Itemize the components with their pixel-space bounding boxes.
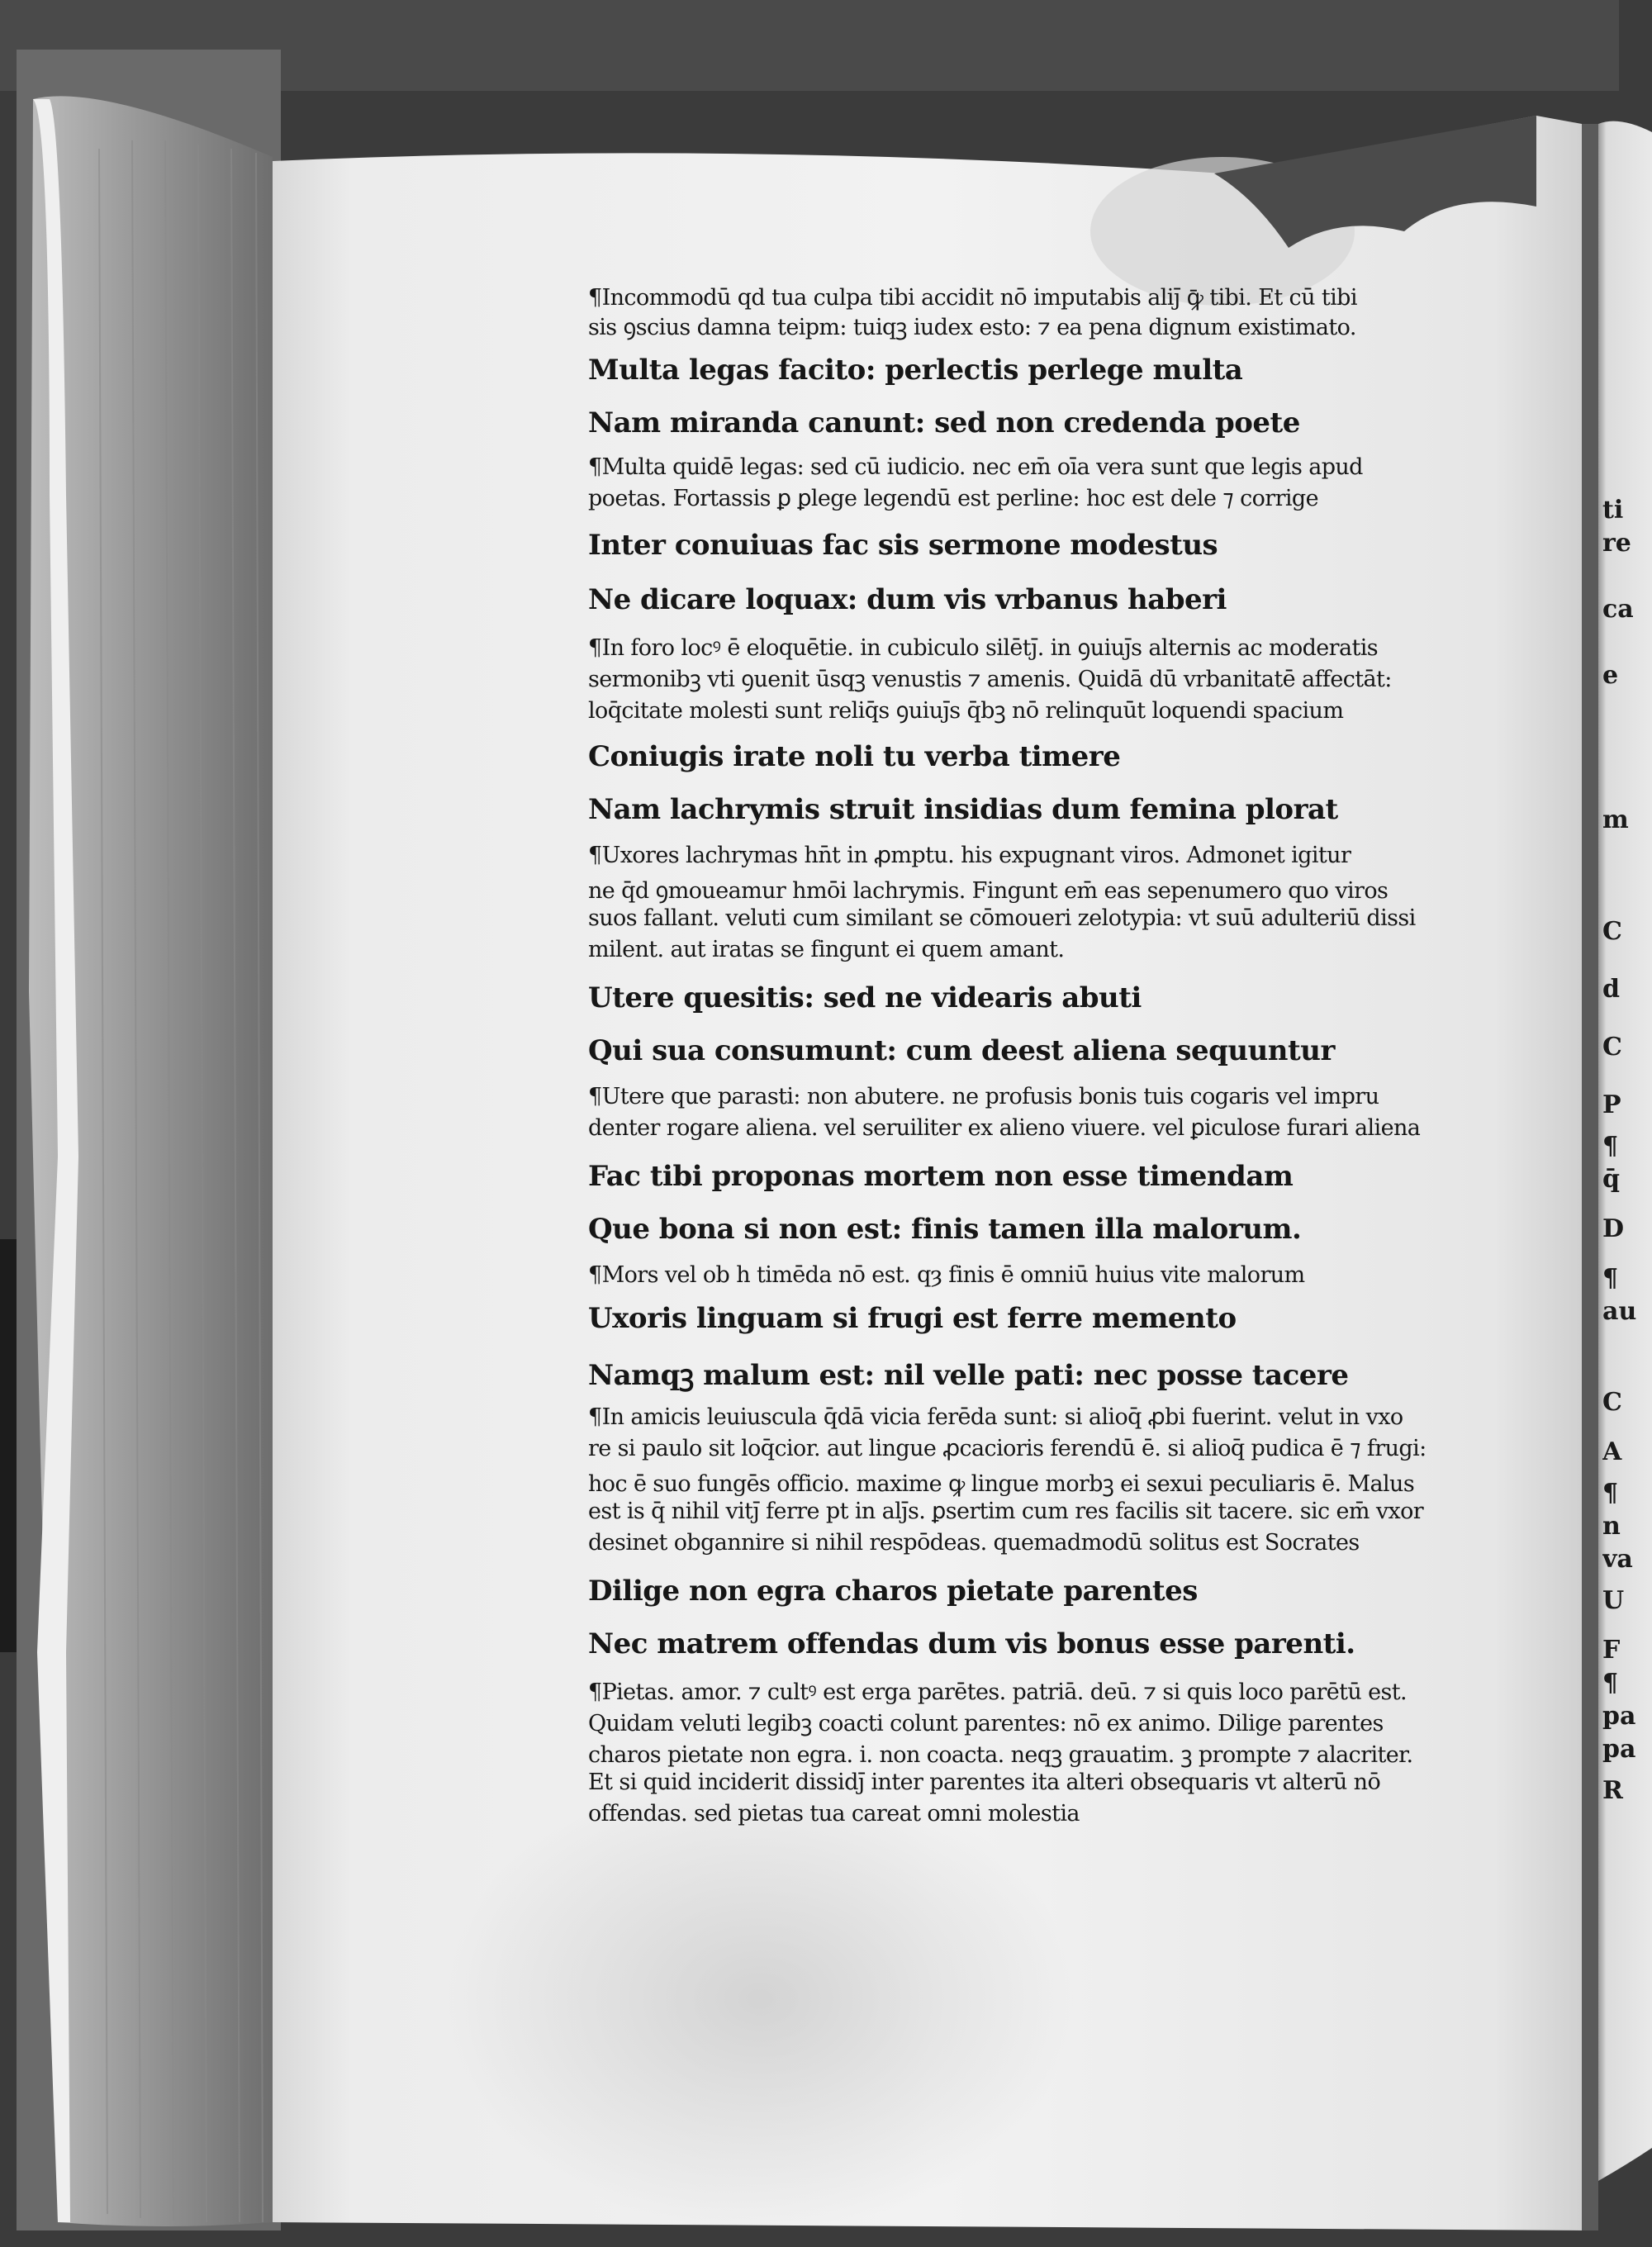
verse-line: Namqꝫ malum est: nil velle pati: nec posse tacere — [588, 1359, 1349, 1392]
facing-page-fragment: C — [1602, 1033, 1622, 1062]
facing-page-fragment: R — [1602, 1776, 1623, 1805]
gloss-line: ¶Multa quidē legas: sed cū iudicio. nec em̄ oīa vera sunt que legis apud — [588, 454, 1363, 480]
facing-page-fragment: va — [1602, 1545, 1633, 1574]
facing-page-fragment: ca — [1602, 595, 1634, 624]
verse-line: Qui sua consumunt: cum deest aliena sequuntur — [588, 1034, 1335, 1067]
facing-page-fragments — [1602, 0, 1652, 2247]
verse-line: Multa legas facito: perlectis perlege multa — [588, 354, 1243, 387]
verse-line: Nec matrem offendas dum vis bonus esse parenti. — [588, 1627, 1355, 1660]
facing-page-fragment: m — [1602, 805, 1629, 834]
gloss-line: sermonibꝫ vti ꝯuenit ūsqꝫ venustis ⁊ amenis. Quidā dū vrbanitatē affectāt: — [588, 667, 1392, 692]
facing-page-fragment: U — [1602, 1586, 1625, 1615]
facing-page-fragment: n — [1602, 1512, 1621, 1541]
facing-page-fragment: ¶ — [1602, 1132, 1619, 1161]
gloss-line: charos pietate non egra. i. non coacta. neqꝫ grauatim. ꝫ prompte ⁊ alacriter. — [588, 1742, 1413, 1768]
verse-line: Dilige non egra charos pietate parentes — [588, 1575, 1198, 1608]
verse-line: Utere quesitis: sed ne videaris abuti — [588, 981, 1142, 1014]
gloss-line: ¶Pietas. amor. ⁊ cultꝰ est erga parētes. patriā. deū. ⁊ si quis loco parētū est. — [588, 1679, 1408, 1705]
facing-page-fragment: e — [1602, 661, 1619, 690]
verse-line: Inter conuiuas fac sis sermone modestus — [588, 529, 1218, 562]
gloss-line: ne q̄d ꝯmoueamur hmōi lachrymis. Fingunt em̄ eas sepenumero quo viros — [588, 878, 1389, 904]
facing-page-fragment: q̄ — [1602, 1165, 1620, 1194]
gloss-line: poetas. Fortassis ꝑ ꝑlege legendū est perline: hoc est dele ⁊ corrige — [588, 486, 1318, 511]
gloss-line: sis ꝯscius damna teipm: tuiqꝫ iudex esto: ⁊ ea pena dignum existimato. — [588, 315, 1356, 340]
verse-line: Fac tibi proponas mortem non esse timendam — [588, 1160, 1294, 1193]
facing-page-fragment: d — [1602, 975, 1620, 1004]
facing-page-fragment: C — [1602, 1388, 1622, 1417]
gloss-line: milent. aut iratas se fingunt ei quem amant. — [588, 937, 1065, 962]
facing-page-fragment: P — [1602, 1090, 1621, 1119]
gloss-line: offendas. sed pietas tua careat omni molestia — [588, 1801, 1080, 1827]
verse-line: Coniugis irate noli tu verba timere — [588, 740, 1121, 773]
facing-page-fragment: ¶ — [1602, 1264, 1619, 1293]
gloss-line: ¶Uxores lachrymas hn̄t in ꝓmptu. his expugnant viros. Admonet igitur — [588, 843, 1351, 868]
facing-page-fragment: F — [1602, 1636, 1621, 1665]
gloss-line: est is q̄ nihil vitȷ̄ ferre pt̄ in alȷ̄s. ꝑsertim cum res facilis sit tacere. sic em̄ vxor — [588, 1499, 1424, 1524]
gloss-line: hoc ē suo fungēs officio. maxime ꝙ lingue morbꝫ ei sexui peculiaris ē. Malus — [588, 1471, 1415, 1497]
verse-line: Uxoris linguam si frugi est ferre memento — [588, 1302, 1237, 1335]
facing-page-fragment: ¶ — [1602, 1669, 1619, 1698]
gloss-line: re si paulo sit loq̄cior. aut lingue ꝓcacioris ferendū ē. si alioq̄ pudica ē ⁊ frugi: — [588, 1436, 1427, 1461]
commentary-text-block — [588, 281, 1451, 1827]
facing-page-fragment: ti — [1602, 496, 1624, 525]
gloss-line: denter rogare aliena. vel seruiliter ex alieno viuere. vel ꝑiculose furari aliena — [588, 1115, 1421, 1141]
facing-page-fragment: re — [1602, 529, 1631, 558]
gloss-line: suos fallant. veluti cum similant se cōmoueri zelotypia: vt suū adulteriū dissi — [588, 905, 1416, 931]
facing-page-fragment: au — [1602, 1297, 1637, 1326]
gloss-line: ¶Utere que parasti: non abutere. ne profusis bonis tuis cogaris vel impru — [588, 1084, 1379, 1109]
verse-line: Ne dicare loquax: dum vis vrbanus haberi — [588, 583, 1227, 616]
gloss-line: ¶Incommodū qd tua culpa tibi accidit nō imputabis aliȷ̄ ꝙ̄ tibi. Et cū tibi — [588, 285, 1357, 311]
facing-page-fragment: pa — [1602, 1702, 1636, 1731]
gloss-line: Et si quid inciderit dissidȷ̄ inter parentes ita alteri obsequaris vt alterū nō — [588, 1770, 1381, 1795]
gloss-line: loq̄citate molesti sunt reliq̄s ꝯuiuȷ̄s q̄bꝫ nō relinquūt loquendi spacium — [588, 698, 1344, 724]
verse-line: Nam miranda canunt: sed non credenda poete — [588, 406, 1300, 439]
verse-line: Que bona si non est: finis tamen illa malorum. — [588, 1213, 1302, 1246]
gloss-line: ¶In amicis leuiuscula q̄dā vicia ferēda sunt: si alioq̄ ꝓbi fuerint. velut in vxo — [588, 1404, 1403, 1430]
gloss-line: ¶In foro locꝰ ē eloquētie. in cubiculo silētȷ̄. in ꝯuiuȷ̄s alternis ac moderatis — [588, 635, 1379, 661]
facing-page-fragment: C — [1602, 917, 1622, 946]
verse-line: Nam lachrymis struit insidias dum femina plorat — [588, 793, 1338, 826]
gloss-line: desinet obgannire si nihil respōdeas. quemadmodū solitus est Socrates — [588, 1530, 1360, 1556]
facing-page-fragment: pa — [1602, 1735, 1636, 1764]
gloss-line: ¶Mors vel ob h̄ timēda nō est. qȝ finis ē omniū huius vite malorum — [588, 1262, 1305, 1288]
facing-page-fragment: ¶ — [1602, 1479, 1619, 1508]
facing-page-fragment: D — [1602, 1214, 1625, 1243]
gloss-line: Quidam veluti legibꝫ coacti colunt parentes: nō ex animo. Dilige parentes — [588, 1711, 1384, 1736]
facing-page-fragment: A — [1602, 1437, 1622, 1466]
